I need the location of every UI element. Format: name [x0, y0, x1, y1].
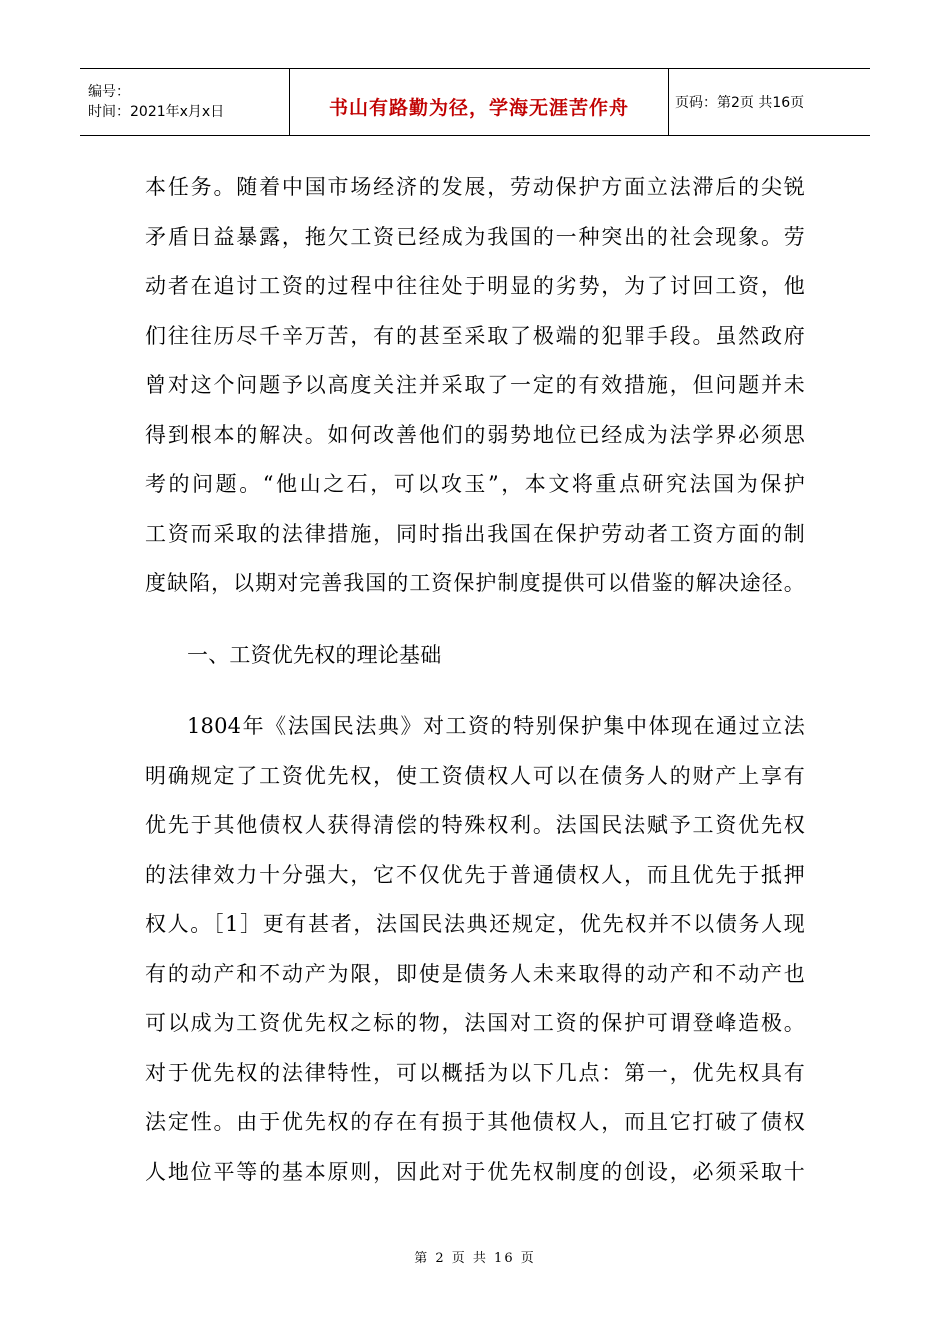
text-line: 人地位平等的基本原则，因此对于优先权制度的创设，必须采取十 [145, 1159, 805, 1184]
document-date-label: 时间：2021年x月x日 [88, 104, 225, 120]
page-footer: 第 2 页 共 16 页 [414, 1251, 536, 1266]
document-body [145, 163, 805, 1197]
header-meta-cell [80, 69, 290, 136]
text-line: 本任务。随着中国市场经济的发展，劳动保护方面立法滞后的尖锐 [145, 175, 805, 199]
paragraph-gap [145, 609, 805, 631]
text-line: 度缺陷，以期对完善我国的工资保护制度提供可以借鉴的解决途径。 [145, 571, 805, 595]
text-line: 1804年《法国民法典》对工资的特别保护集中体现在通过立法 [187, 714, 805, 738]
text-line: 权人。［1］更有甚者，法国民法典还规定，优先权并不以债务人现 [145, 912, 805, 936]
text-line: 的法律效力十分强大，它不仅优先于普通债权人，而且优先于抵押 [145, 862, 805, 887]
text-line: 们往往历尽千辛万苦，有的甚至采取了极端的犯罪手段。虽然政府 [145, 323, 805, 348]
paragraph-gap [145, 680, 805, 702]
document-number-label: 编号： [88, 84, 130, 100]
text-line: 曾对这个问题予以高度关注并采取了一定的有效措施，但问题并未 [145, 373, 805, 397]
text-line: 考的问题。“他山之石，可以攻玉”，本文将重点研究法国为保护 [145, 472, 805, 496]
text-line: 有的动产和不动产为限，即使是债务人未来取得的动产和不动产也 [145, 961, 805, 986]
header-page-cell [669, 69, 871, 136]
text-line: 优先于其他债权人获得清偿的特殊权利。法国民法赋予工资优先权 [145, 813, 805, 837]
paragraph-section-one [145, 702, 805, 1197]
paragraph-intro-continued [145, 163, 805, 609]
text-line: 工资而采取的法律措施，同时指出我国在保护劳动者工资方面的制 [145, 521, 805, 546]
text-line: 矛盾日益暴露，拖欠工资已经成为我国的一种突出的社会现象。劳 [145, 224, 805, 249]
text-line: 对于优先权的法律特性，可以概括为以下几点：第一，优先权具有 [145, 1060, 805, 1085]
text-line: 法定性。由于优先权的存在有损于其他债权人，而且它打破了债权 [145, 1110, 805, 1134]
header-page-info: 页码：第2页 共16页 [675, 95, 805, 111]
header-motto: 书山有路勤为径，学海无涯苦作舟 [328, 96, 629, 119]
section-heading: 一、工资优先权的理论基础 [187, 642, 442, 667]
text-line: 可以成为工资优先权之标的物，法国对工资的保护可谓登峰造极。 [145, 1011, 805, 1035]
text-line: 得到根本的解决。如何改善他们的弱势地位已经成为法学界必须思 [145, 422, 805, 447]
text-line: 动者在追讨工资的过程中往往处于明显的劣势，为了讨回工资，他 [145, 274, 805, 298]
header-motto-cell [290, 69, 669, 136]
text-line: 明确规定了工资优先权，使工资债权人可以在债务人的财产上享有 [145, 763, 805, 788]
document-header [80, 68, 870, 136]
